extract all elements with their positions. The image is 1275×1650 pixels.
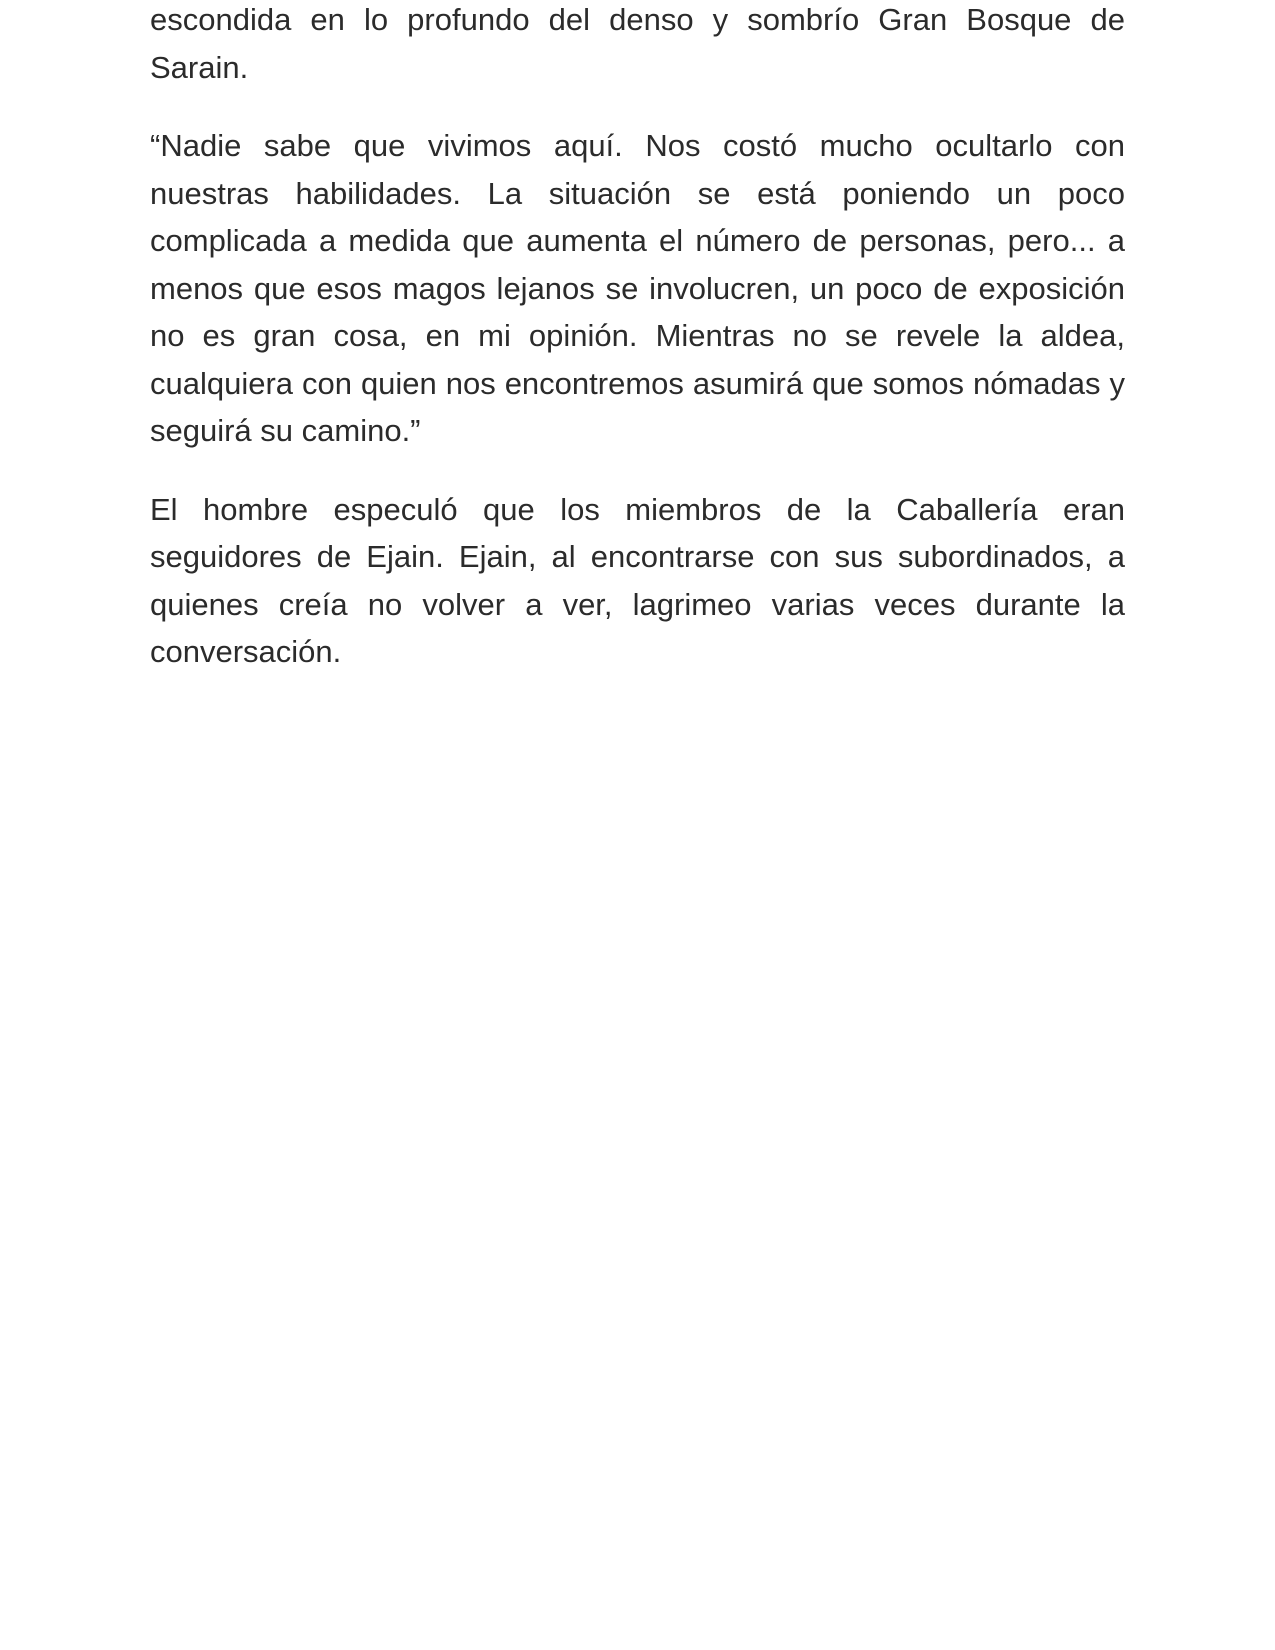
- paragraph: escondida en lo profundo del denso y sombrío Gran Bosque de Sarain.: [150, 2, 1125, 85]
- paragraph: El hombre especuló que los miembros de la Caballería eran seguidores de Ejain. Ejain, al encontrarse con sus subordinados, a quienes creía no volver a ver, lagrimeo varias veces durante la conversación.: [150, 491, 1125, 669]
- paragraph: “Nadie sabe que vivimos aquí. Nos costó mucho ocultarlo con nuestras habilidades. La situación se está poniendo un poco complicada a medida que aumenta el número de personas, pero... a menos que esos magos lejanos se involucren, un poco de exposición no es gran cosa, en mi opinión. Mientras no se revele la aldea, cualquiera con quien nos encontremos asumirá que somos nómadas y seguirá su camino.”: [150, 128, 1125, 448]
- document-page: [150, 0, 1125, 707]
